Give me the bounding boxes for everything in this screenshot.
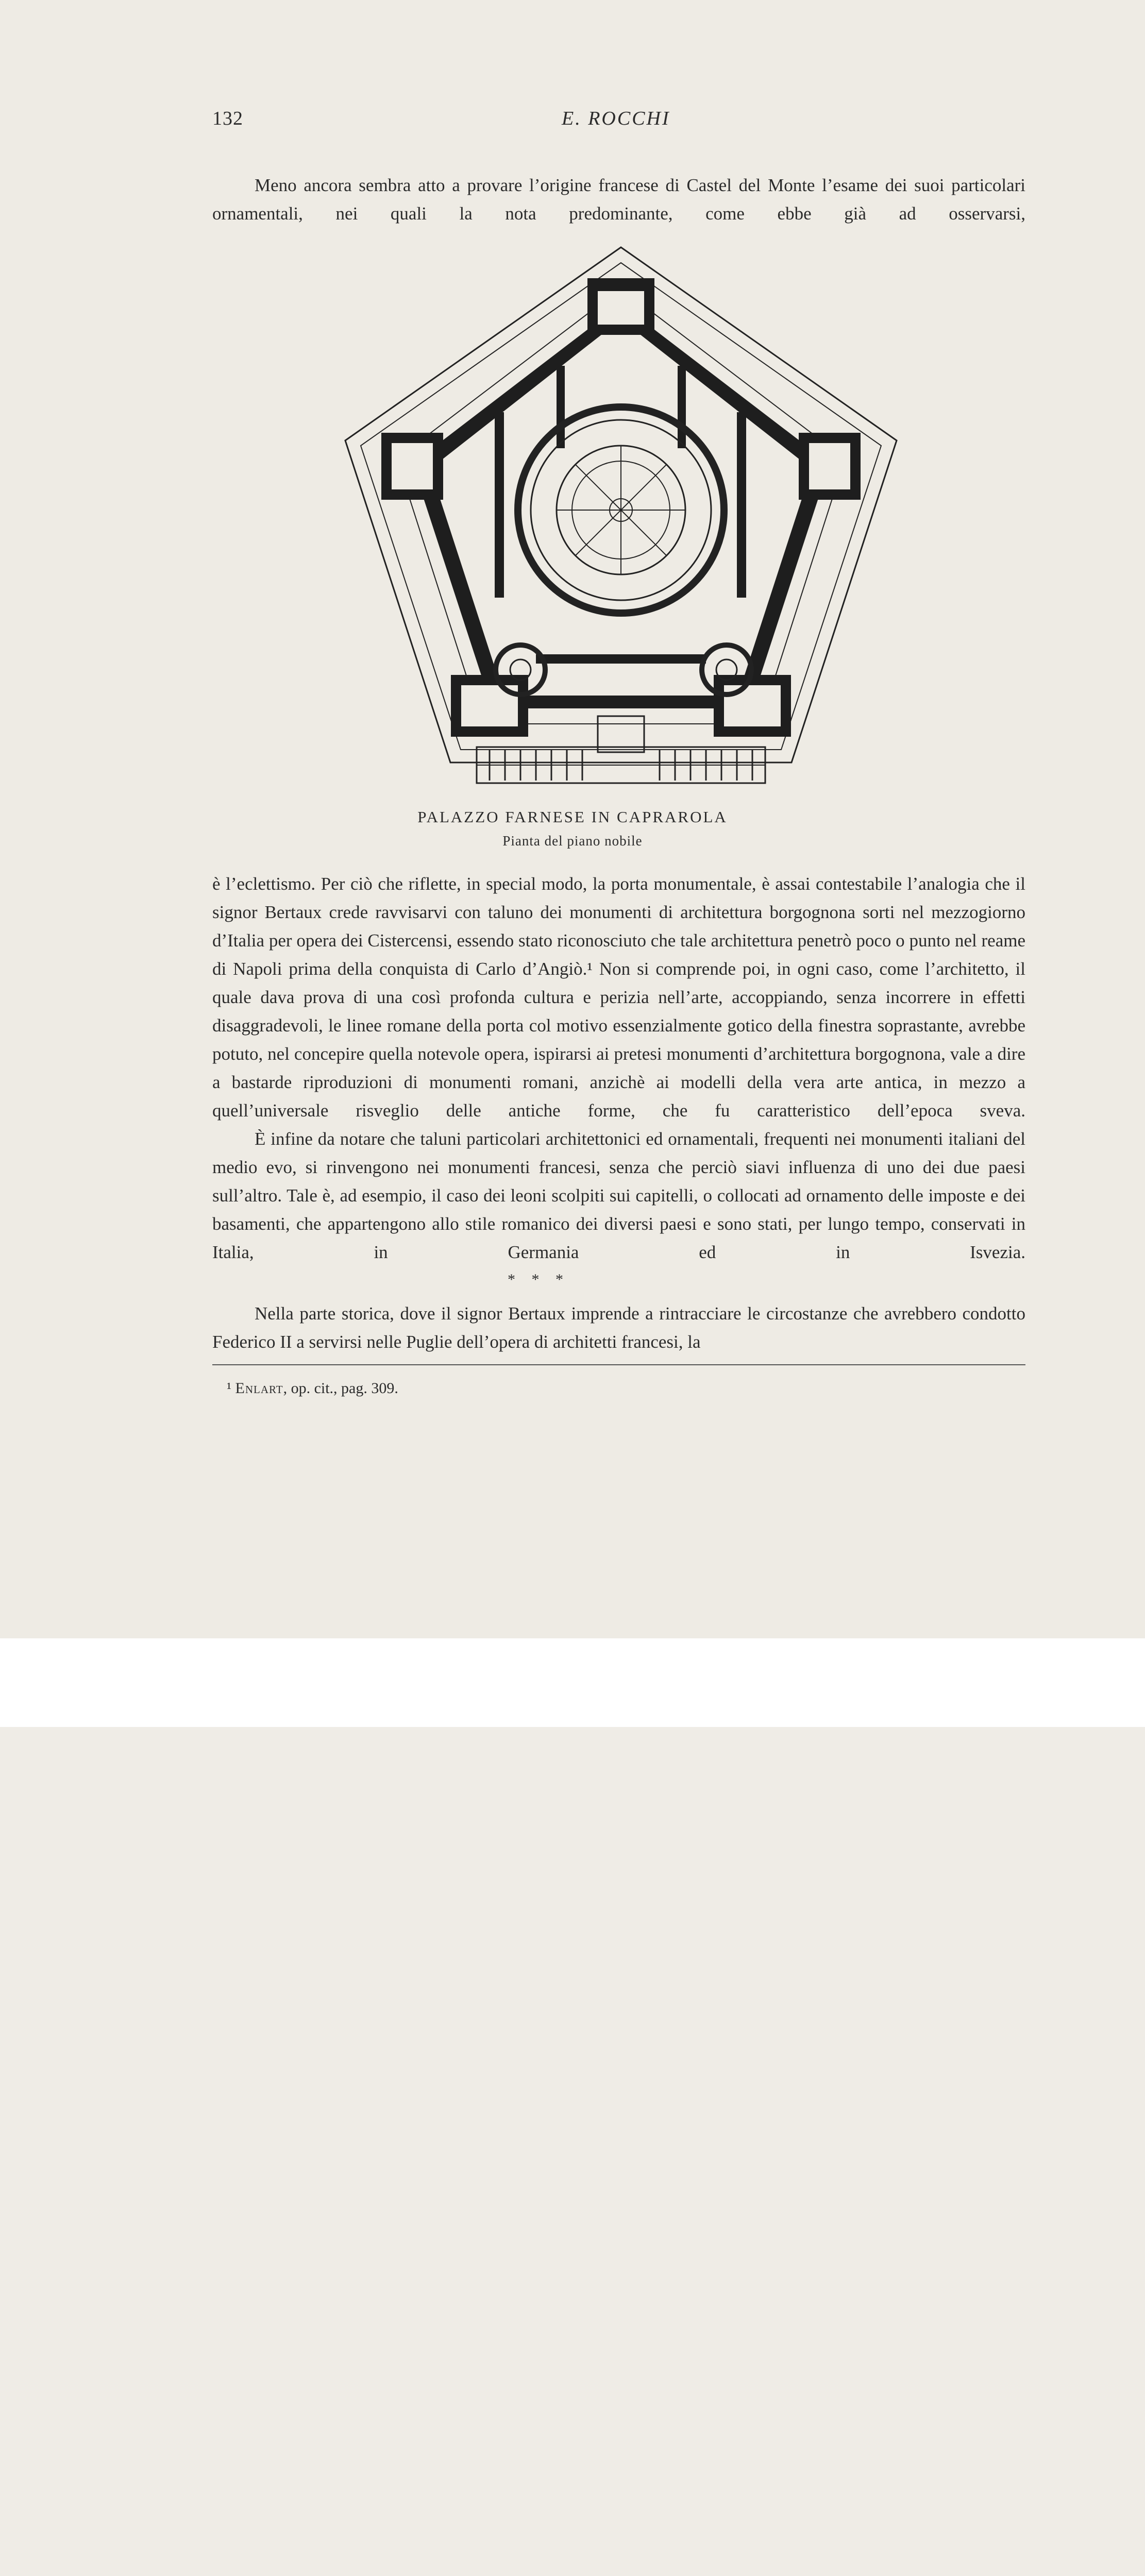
figure-caption-title: PALAZZO FARNESE IN CAPRAROLA [417, 808, 728, 826]
footnote-mark: ¹ [227, 1380, 231, 1397]
figure-caption-subtitle: Pianta del piano nobile [502, 833, 643, 849]
footer-bar [0, 1638, 1145, 1727]
paragraph-2: È infine da notare che taluni particolari architettonici ed ornamentali, frequenti nei monumenti italiani del medio evo, si rinvengono nei monumenti francesi, senza che perciò siavi influenza di uno dei due paesi sull’altro. Tale è, ad esempio, il caso dei leoni scolpiti sui capitelli, o collocati ad ornamento delle imposte e dei basamenti, che appartengono allo stile romanico dei diversi paesi e sono stati, per lungo tempo, conservati in Italia, in Germania ed in Isvezia. [212, 1129, 1025, 1262]
footnote-text: , op. cit., pag. 309. [283, 1380, 398, 1397]
section-separator: * * * [508, 1271, 569, 1288]
paragraph-3: Nella parte storica, dove il signor Bertaux imprende a rintracciare le circostanze che avrebbero condotto Federico II a servirsi nelle Puglie dell’opera di architetti francesi, la [212, 1303, 1025, 1352]
page-number: 132 [212, 108, 243, 129]
floor-plan-image [340, 242, 902, 809]
paragraph-1: è l’eclettismo. Per ciò che riflette, in special modo, la porta monumentale, è assai contestabile l’analogia che il signor Bertaux crede ravvisarvi con taluno dei monumenti di architettura borgognona sorti nel mezzogiorno d’Italia per opera dei Cistercensi, essendo stato riconosciuto che tale architettura penetrò poco o punto nel reame di Napoli prima della conquista di Carlo d’Angiò.¹ Non si comprende poi, in ogni caso, come l’architetto, il quale dava prova di una così profonda cultura e perizia nell’arte, accoppiando, senza incorrere in effetti disaggradevoli, le linee romane della porta col motivo essenzialmente gotico della finestra soprastante, avrebbe potuto, nel concepire quella notevole opera, ispirarsi ai pretesi monumenti d’architettura borgognona, vale a dire a bastarde riproduzioni di monumenti romani, anzichè ai modelli della vera arte antica, in mezzo a quell’universale risveglio delle antiche forme, che fu caratteristico dell’epoca sveva. [212, 874, 1025, 1121]
running-head-author: E. ROCCHI [562, 108, 670, 129]
footnote-rule [212, 1364, 1025, 1365]
paragraph-top: Meno ancora sembra atto a provare l’origine francese di Castel del Monte l’esame dei suoi particolari ornamentali, nei quali la nota predominante, come ebbe già ad osservarsi, [212, 175, 1025, 224]
footnote-author: Enlart [235, 1380, 283, 1397]
footnote [227, 1380, 398, 1397]
